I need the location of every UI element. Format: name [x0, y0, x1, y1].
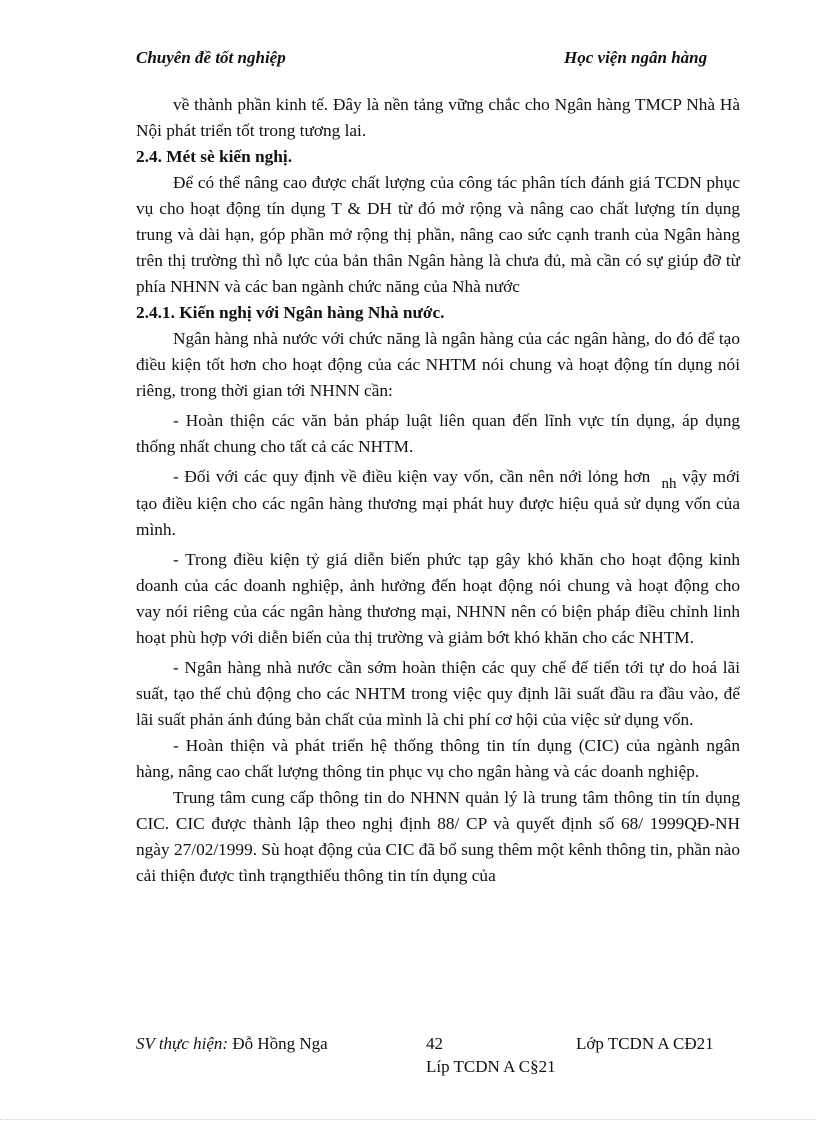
footer-student	[136, 1034, 328, 1054]
page-bottom-rule	[0, 1119, 816, 1120]
paragraph-continuation: về thành phần kinh tế. Đây là nền tảng vững chắc cho Ngân hàng TMCP Nhà Hà Nội phát triển tốt trong tương lai.	[136, 95, 740, 140]
running-header-left: Chuyên đề tốt nghiệp	[136, 48, 286, 67]
bullet-loan-conditions-rest: vậy mới tạo điều kiện cho các ngân hàng thương mại phát huy được hiệu quả sử dụng vốn của mình.	[136, 467, 741, 539]
bullet-loan-conditions	[136, 464, 740, 543]
stray-text-fragment: nh	[661, 476, 677, 492]
footer-class-duplicate: Líp TCDN A C§21	[426, 1057, 556, 1076]
bullet-interest-rate: - Ngân hàng nhà nước cần sớm hoàn thiện các quy chế để tiến tới tự do hoá lãi suất, tạo thế chủ động cho các NHTM trong việc quy định lãi suất đầu ra đầu vào, để lãi suất phản ánh đúng bản chất của mình là chi phí cơ hội của việc sử dụng vốn.	[136, 658, 740, 729]
running-header-right: Học viện ngân hàng	[564, 48, 708, 67]
footer-student-name: Đỗ Hồng Nga	[232, 1034, 328, 1053]
paragraph-state-bank: Ngân hàng nhà nước với chức năng là ngân hàng của các ngân hàng, do đó để tạo điều kiện tốt hơn cho hoạt động của các NHTM nói chung và hoạt động tín dụng nói riêng, trong thời gian tới NHNN cần:	[136, 329, 740, 400]
section-heading-2-4-1: 2.4.1. Kiến nghị với Ngân hàng Nhà nước.	[136, 303, 445, 322]
footer-student-label: SV thực hiện:	[136, 1034, 229, 1053]
page-number: 42	[426, 1034, 443, 1053]
footer-class: Lớp TCDN A CĐ21	[576, 1034, 714, 1053]
bullet-cic-system: - Hoàn thiện và phát triển hệ thống thông tin tín dụng (CIC) của ngành ngân hàng, nâng cao chất lượng thông tin phục vụ cho ngân hàng và các doanh nghiệp.	[136, 736, 740, 781]
paragraph-intro-recommendations: Để có thể nâng cao được chất lượng của công tác phân tích đánh giá TCDN phục vụ cho hoạt động tín dụng T & DH từ đó mở rộng và nâng cao chất lượng tín dụng trung và dài hạn, góp phần mở rộng thị phần, nâng cao sức cạnh tranh của Ngân hàng trên thị trường thì nỗ lực của bản thân Ngân hàng là chưa đủ, mà cần có sự giúp đỡ từ phía NHNN và các ban ngành chức năng của Nhà nước	[136, 173, 740, 296]
bullet-loan-conditions-text: - Đối với các quy định về điều kiện vay vốn, cần nên nới lỏng hơn	[173, 467, 651, 486]
section-heading-2-4: 2.4. Mét sè kiến nghị.	[136, 147, 293, 166]
bullet-legal-documents: - Hoàn thiện các văn bản pháp luật liên quan đến lĩnh vực tín dụng, áp dụng thống nhất chung cho tất cả các NHTM.	[136, 411, 740, 456]
paragraph-cic-center: Trung tâm cung cấp thông tin do NHNN quản lý là trung tâm thông tin tín dụng CIC. CIC được thành lập theo nghị định 88/ CP và quyết định số 68/ 1999QĐ-NH ngày 27/02/1999. Sù hoạt động của CIC đã bổ sung thêm một kênh thông tin, phần nào cải thiện được tình trạngthiếu thông tin tín dụng của	[136, 788, 740, 885]
bullet-exchange-rate: - Trong điều kiện tỷ giá diễn biến phức tạp gây khó khăn cho hoạt động kinh doanh của các doanh nghiệp, ảnh hưởng đến hoạt động nói chung và hoạt động cho vay nói riêng của các ngân hàng thương mại, NHNN nên có biện pháp điều chỉnh linh hoạt phù hợp với diễn biến của thị trường và giảm bớt khó khăn cho các NHTM.	[136, 550, 740, 647]
page-body	[136, 92, 740, 889]
